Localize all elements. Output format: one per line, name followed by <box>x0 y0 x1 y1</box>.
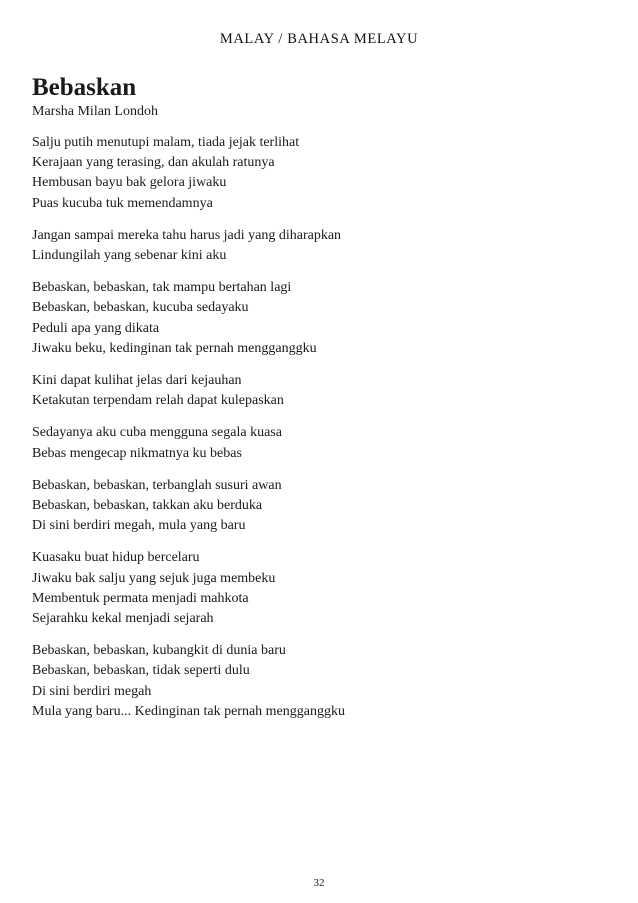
lyric-line: Kerajaan yang terasing, dan akulah ratunya <box>32 155 275 171</box>
stanza <box>32 548 612 629</box>
lyric-line: Bebaskan, bebaskan, takkan aku berduka <box>32 498 263 514</box>
stanza <box>32 476 612 537</box>
song-author: Marsha Milan Londoh <box>32 104 158 119</box>
stanza <box>32 226 612 266</box>
lyric-line: Salju putih menutupi malam, tiada jejak terlihat <box>32 135 300 150</box>
lyric-line: Jiwaku beku, kedinginan tak pernah mengganggku <box>32 340 317 356</box>
lyric-line: Bebas mengecap nikmatnya ku bebas <box>32 445 242 461</box>
lyric-line: Di sini berdiri megah <box>32 683 152 699</box>
lyric-line: Bebaskan, bebaskan, kucuba sedayaku <box>32 300 249 316</box>
lyric-line: Kuasaku buat hidup bercelaru <box>32 550 200 566</box>
lyric-line: Kini dapat kulihat jelas dari kejauhan <box>32 373 242 389</box>
stanza <box>32 133 612 214</box>
lyric-line: Ketakutan terpendam relah dapat kulepaskan <box>32 393 284 409</box>
lyric-line: Di sini berdiri megah, mula yang baru <box>32 518 246 534</box>
lyric-line: Sejarahku kekal menjadi sejarah <box>32 611 214 627</box>
stanza <box>32 641 612 722</box>
lyric-line: Mula yang baru... Kedinginan tak pernah mengganggku <box>32 703 345 719</box>
stanza <box>32 278 612 359</box>
lyric-line: Bebaskan, bebaskan, kubangkit di dunia baru <box>32 643 286 659</box>
lyric-line: Lindungilah yang sebenar kini aku <box>32 248 227 264</box>
page-number: 32 <box>313 877 325 889</box>
lyric-line: Puas kucuba tuk memendamnya <box>32 195 213 211</box>
song-block <box>32 73 612 734</box>
lyric-line: Hembusan bayu bak gelora jiwaku <box>32 175 227 191</box>
lyric-line: Bebaskan, bebaskan, tak mampu bertahan lagi <box>32 280 292 296</box>
lyric-line: Sedayanya aku cuba mengguna segala kuasa <box>32 425 282 441</box>
song-title: Bebaskan <box>32 74 137 101</box>
stanza <box>32 371 612 411</box>
lyric-line: Jangan sampai mereka tahu harus jadi yang diharapkan <box>32 227 342 243</box>
lyric-line: Bebaskan, bebaskan, tidak seperti dulu <box>32 663 250 679</box>
lyric-line: Membentuk permata menjadi mahkota <box>32 590 249 606</box>
stanza <box>32 423 612 463</box>
running-header: MALAY / BAHASA MELAYU <box>219 31 419 47</box>
lyric-line: Peduli apa yang dikata <box>32 320 160 336</box>
lyric-line: Jiwaku bak salju yang sejuk juga membeku <box>32 570 276 586</box>
lyric-line: Bebaskan, bebaskan, terbanglah susuri awan <box>32 477 282 493</box>
